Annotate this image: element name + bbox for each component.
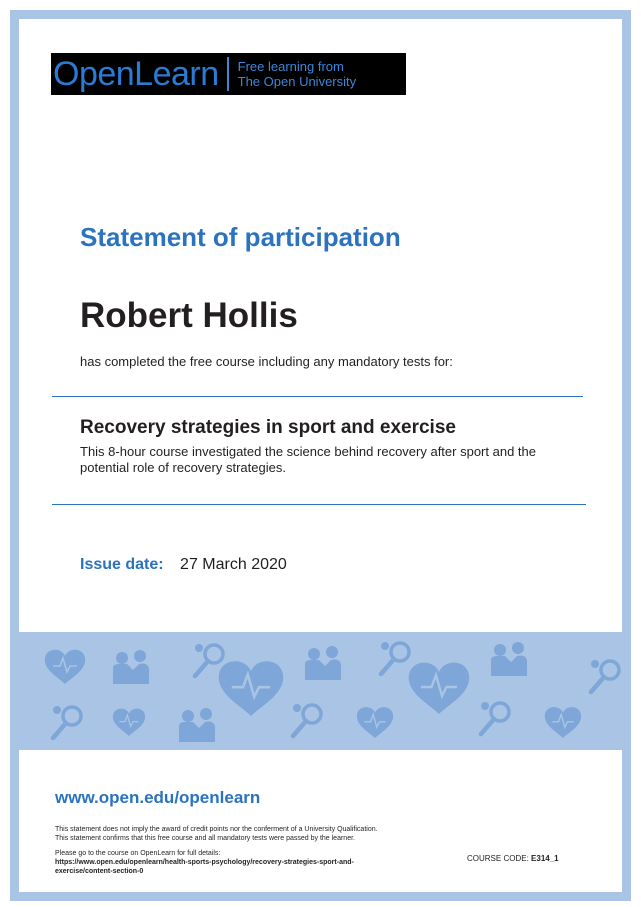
issue-date-label: Issue date: <box>80 556 164 573</box>
disclaimer-line1: This statement does not imply the award of credit points nor the conferment of a University Qualification. <box>55 826 378 833</box>
course-code-value: E314_1 <box>531 854 559 863</box>
disclaimer-line2: This statement confirms that this free course and all mandatory tests were passed by the learner. <box>55 835 355 842</box>
divider-bottom <box>52 504 586 505</box>
racket-ball-icon <box>381 642 409 674</box>
divider-top <box>52 396 583 397</box>
heart-monitor-icon <box>357 707 393 738</box>
course-description: This 8-hour course investigated the science behind recovery after sport and the potential role of recovery strategies. <box>80 444 536 475</box>
openlearn-url[interactable]: www.open.edu/openlearn <box>55 788 261 807</box>
coach-athlete-icon <box>113 650 149 684</box>
course-title: Recovery strategies in sport and exercise <box>80 417 456 438</box>
decorative-icon-band <box>19 632 622 750</box>
course-link-line2[interactable]: exercise/content-section-0 <box>55 868 144 875</box>
logo-divider <box>227 57 229 91</box>
heart-monitor-icon <box>45 650 85 684</box>
logo-tagline-line2: The Open University <box>237 74 357 89</box>
course-code <box>467 854 559 863</box>
coach-athlete-icon <box>305 646 341 680</box>
course-code-label: COURSE CODE: <box>467 854 529 863</box>
logo-wordmark: OpenLearn <box>53 55 219 93</box>
logo-tagline <box>238 59 357 89</box>
details-prompt: Please go to the course on OpenLearn for full details: <box>55 850 221 857</box>
icon-pattern <box>19 632 622 750</box>
logo-tagline-line1: Free learning from <box>237 59 344 74</box>
heart-monitor-icon <box>113 709 145 736</box>
coach-athlete-icon <box>491 642 527 676</box>
racket-ball-icon <box>53 706 81 738</box>
racket-ball-icon <box>481 702 509 734</box>
racket-ball-icon <box>293 704 321 736</box>
heart-monitor-icon <box>409 663 469 714</box>
heart-monitor-icon <box>219 661 283 716</box>
racket-ball-icon <box>591 660 619 692</box>
recipient-name: Robert Hollis <box>80 296 298 335</box>
issue-date-value: 27 March 2020 <box>180 556 287 573</box>
certificate-heading: Statement of participation <box>80 222 401 252</box>
heart-monitor-icon <box>545 707 581 738</box>
course-link-line1[interactable]: https://www.open.edu/openlearn/health-sports-psychology/recovery-strategies-sport-and- <box>55 859 354 866</box>
coach-athlete-icon <box>179 708 215 742</box>
openlearn-logo <box>51 53 406 95</box>
racket-ball-icon <box>195 644 223 676</box>
issue-date-row <box>80 556 287 574</box>
completion-text: has completed the free course including any mandatory tests for: <box>80 354 453 369</box>
